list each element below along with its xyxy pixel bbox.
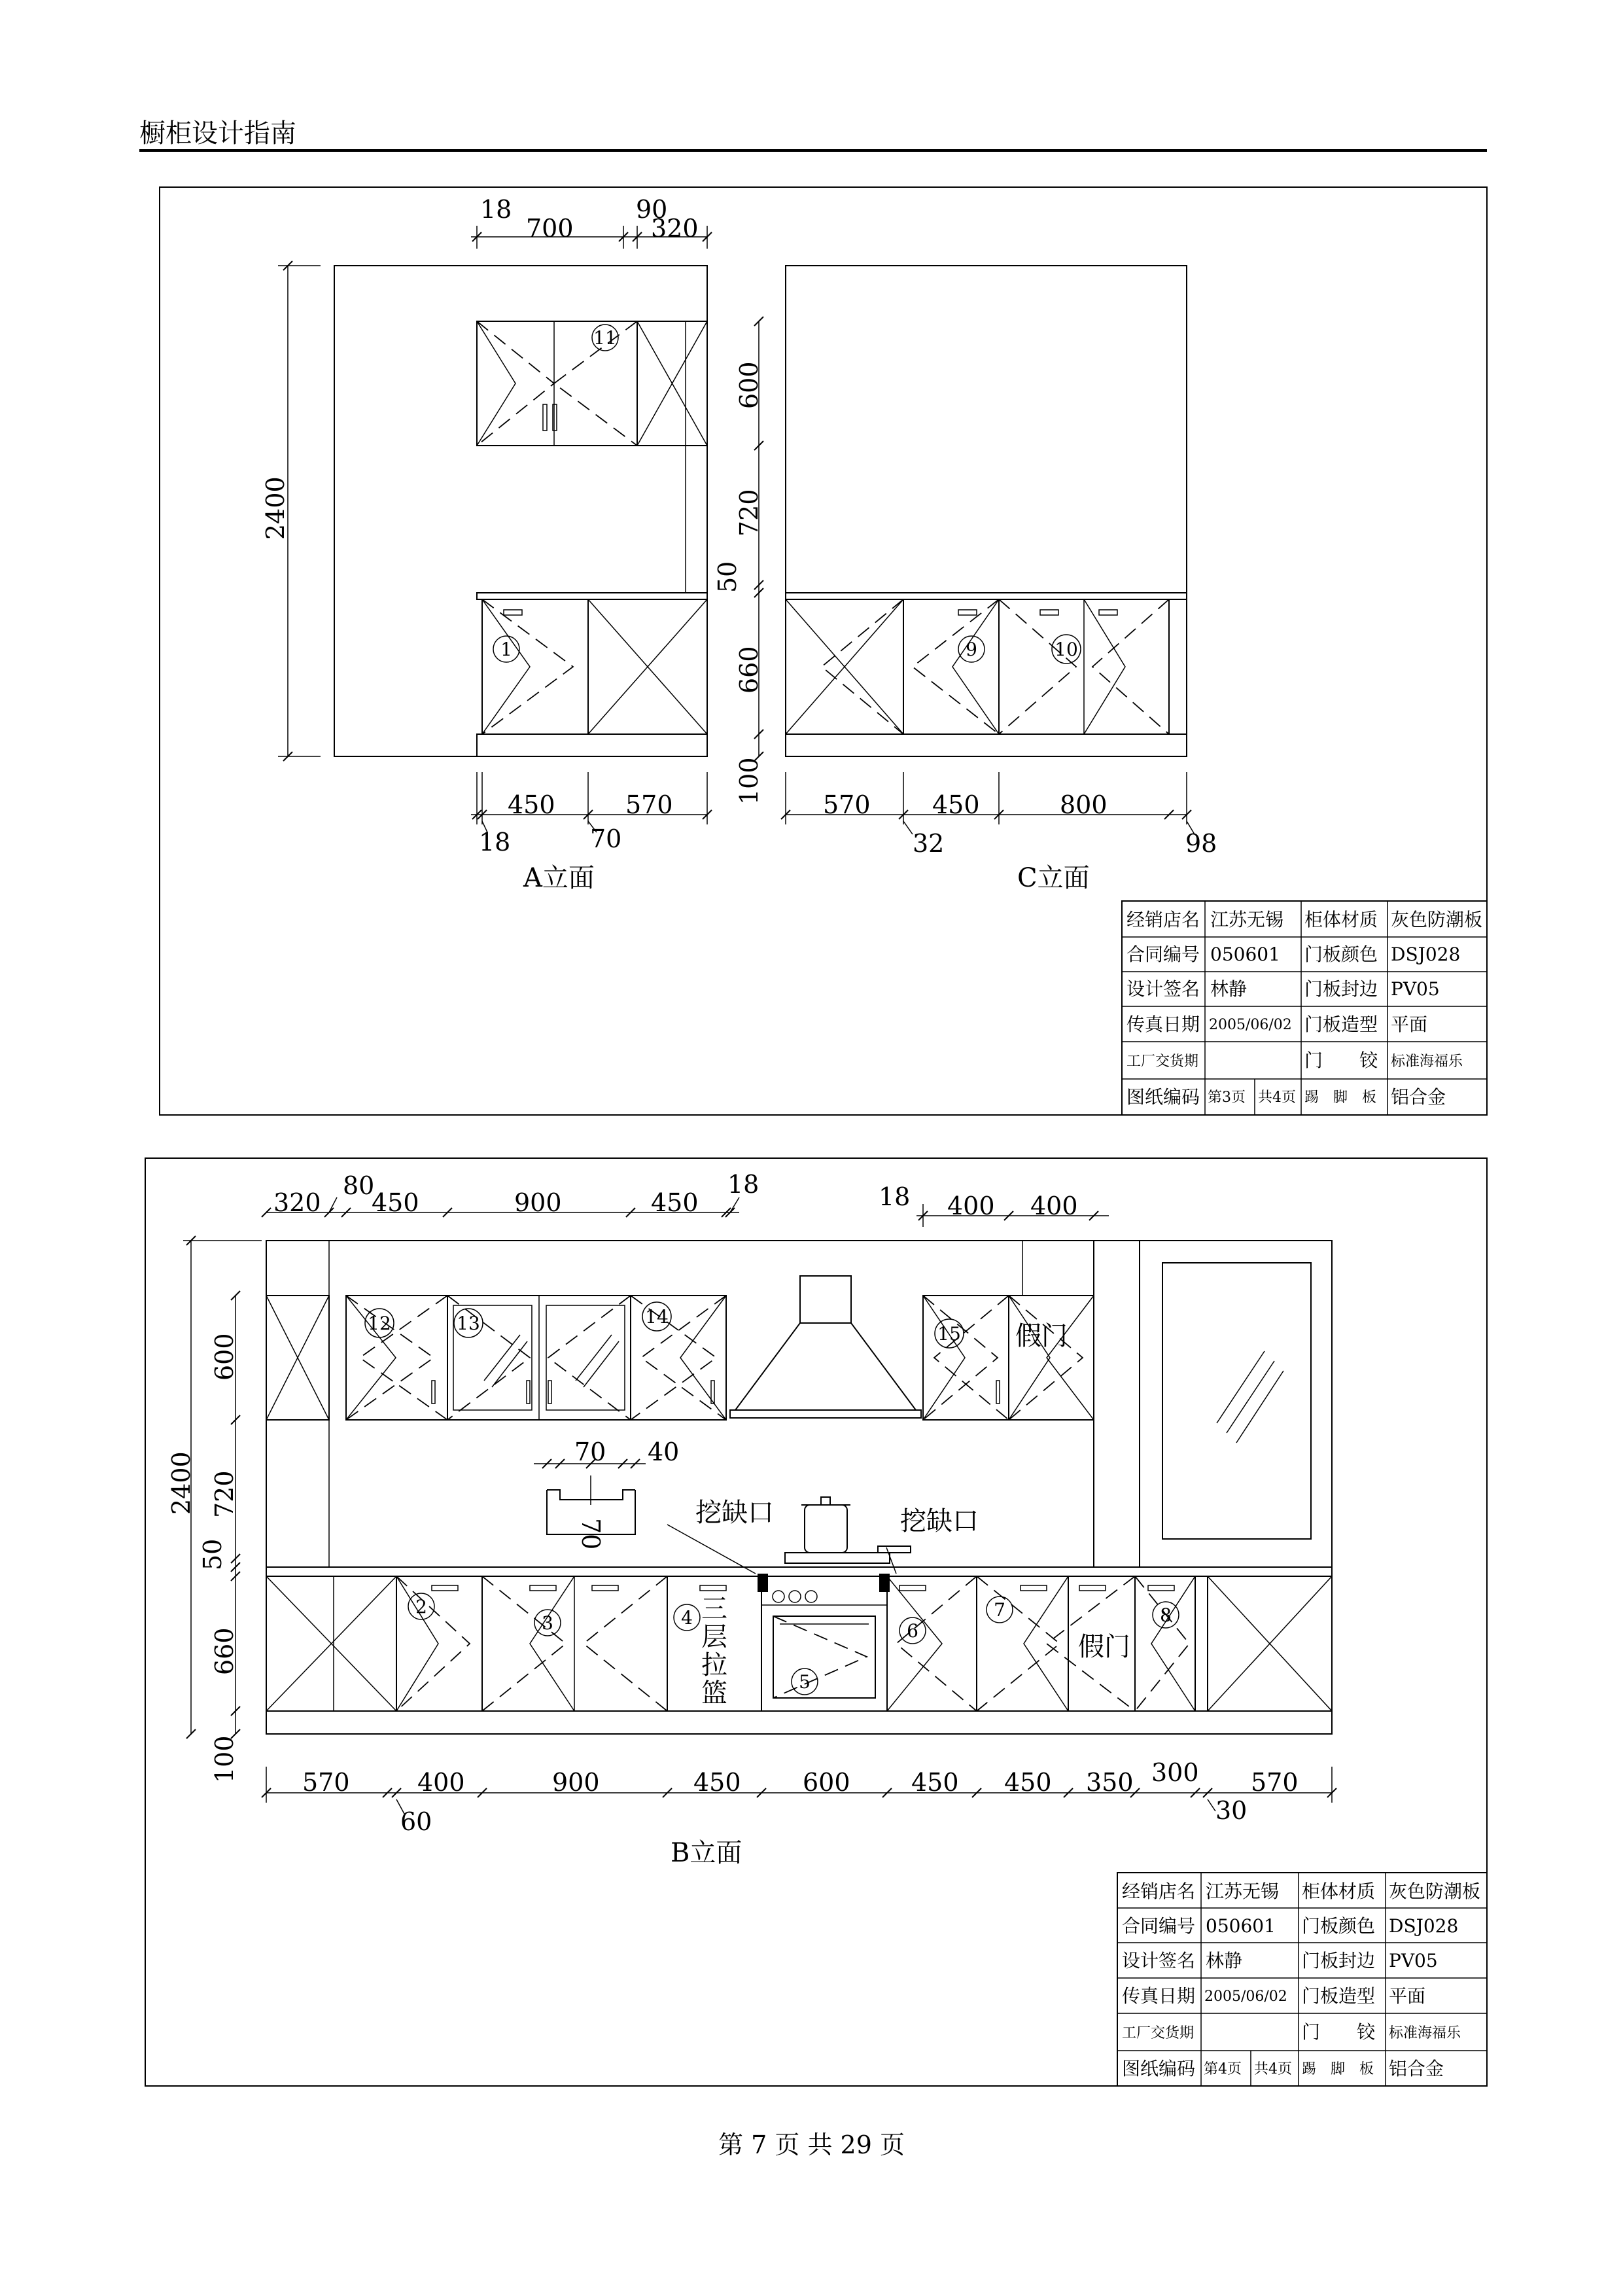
tb2-label-fax-date: 传真日期 — [1122, 1985, 1196, 2007]
b-marker-8: 8 — [1160, 1604, 1172, 1626]
b-label-basket-2: 层 — [701, 1622, 727, 1652]
b-bottom-dim-450c: 450 — [1004, 1768, 1052, 1797]
tb2-label-dealer: 经销店名 — [1122, 1881, 1196, 1902]
b-left-dim-50: 50 — [198, 1538, 227, 1570]
a-dim-90: 90 — [636, 195, 668, 224]
tb2-value-kickboard: 铝合金 — [1389, 2058, 1444, 2079]
a-dim-18b: 18 — [479, 828, 511, 857]
a-dim-700: 700 — [526, 214, 574, 243]
c-dim-720: 720 — [735, 489, 763, 537]
tb2-label-kickboard: 踢 脚 板 — [1302, 2061, 1374, 2077]
tb1-value-contract: 050601 — [1210, 944, 1280, 965]
cooktop-icon — [785, 1497, 911, 1563]
b-marker-7: 7 — [994, 1599, 1005, 1621]
b-bottom-dim-600: 600 — [803, 1768, 850, 1797]
b-bottom-dim-30: 30 — [1215, 1796, 1248, 1825]
tb1-value-door-style: 平面 — [1391, 1014, 1428, 1035]
tb2-value-material: 灰色防潮板 — [1389, 1881, 1481, 1902]
tb1-value-total: 共4页 — [1258, 1089, 1296, 1106]
c-dim-800: 800 — [1060, 790, 1108, 819]
b-label-false-door-upper: 假门 — [1015, 1321, 1068, 1351]
tb1-label-door-color: 门板颜色 — [1304, 944, 1378, 965]
b-sink-dim-70: 70 — [574, 1438, 606, 1466]
tb2-value-total: 共4页 — [1254, 2061, 1292, 2077]
b-sink-dim-70v: 70 — [576, 1518, 605, 1550]
b-tall-glass-door — [1162, 1263, 1311, 1539]
tb2-value-designer: 林静 — [1206, 1950, 1243, 1971]
b-elevation-title: B立面 — [671, 1838, 742, 1868]
b-left-dim-2400: 2400 — [167, 1451, 196, 1515]
b-base-cabinet-8 — [1135, 1576, 1195, 1711]
a-dim-2400: 2400 — [261, 476, 290, 540]
c-dim-600: 600 — [735, 361, 763, 409]
b-label-basket-4: 篮 — [701, 1678, 727, 1708]
tb2-label-contract: 合同编号 — [1122, 1915, 1196, 1937]
tb2-label-delivery: 工厂交货期 — [1122, 2025, 1195, 2041]
tb2-value-fax-date: 2005/06/02 — [1204, 1988, 1287, 2005]
tb2-value-page: 第4页 — [1204, 2061, 1242, 2077]
title-block-1 — [1122, 901, 1487, 1115]
tb1-value-fax-date: 2005/06/02 — [1209, 1017, 1292, 1033]
tb2-value-edge: PV05 — [1389, 1950, 1438, 1971]
tb2-value-door-style: 平面 — [1389, 1985, 1426, 2007]
a-marker-11: 11 — [593, 327, 617, 349]
page-footer: 第 7 页 共 29 页 — [718, 2130, 905, 2159]
tb1-label-door-style: 门板造型 — [1304, 1014, 1378, 1035]
a-dim-18: 18 — [480, 195, 512, 224]
b-left-dim-660: 660 — [210, 1627, 239, 1675]
b-top-dim-400a: 400 — [947, 1192, 995, 1220]
a-dim-450: 450 — [508, 790, 555, 819]
b-label-notch-left: 挖缺口 — [695, 1498, 774, 1528]
tb2-label-material: 柜体材质 — [1302, 1881, 1376, 1902]
tb2-value-hinge: 标准海福乐 — [1389, 2025, 1461, 2041]
tb2-value-contract: 050601 — [1206, 1915, 1276, 1937]
c-dim-570: 570 — [823, 790, 871, 819]
tb1-label-drawing-code: 图纸编码 — [1126, 1086, 1200, 1108]
b-label-notch-right: 挖缺口 — [900, 1506, 979, 1536]
tb1-label-dealer: 经销店名 — [1126, 909, 1200, 930]
b-sink-dim-40: 40 — [648, 1438, 680, 1466]
tb2-value-door-color: DSJ028 — [1389, 1915, 1459, 1937]
tb1-label-designer: 设计签名 — [1126, 978, 1200, 1000]
b-bottom-dim-350: 350 — [1086, 1768, 1134, 1797]
b-left-dim-720: 720 — [210, 1470, 239, 1518]
b-bottom-dim-450a: 450 — [693, 1768, 741, 1797]
tb2-label-drawing-code: 图纸编码 — [1122, 2058, 1196, 2079]
c-dim-450: 450 — [932, 790, 980, 819]
a-dim-320: 320 — [651, 214, 699, 243]
b-top-dim-450a: 450 — [372, 1188, 419, 1217]
tb1-label-material: 柜体材质 — [1304, 909, 1378, 930]
tb1-label-contract: 合同编号 — [1126, 944, 1200, 965]
tb1-value-edge: PV05 — [1391, 978, 1440, 1000]
b-left-dim-600: 600 — [210, 1333, 239, 1381]
b-marker-3: 3 — [542, 1612, 553, 1634]
title-block-2 — [1117, 1873, 1487, 2086]
tb2-label-door-style: 门板造型 — [1302, 1985, 1376, 2007]
document-header-title: 橱柜设计指南 — [139, 118, 296, 149]
b-bottom-dim-450b: 450 — [911, 1768, 959, 1797]
a-dim-570: 570 — [625, 790, 673, 819]
c-dim-50: 50 — [713, 561, 742, 593]
top-sheet-frame — [160, 187, 1487, 1115]
b-marker-13: 13 — [457, 1313, 480, 1334]
range-hood-icon — [730, 1276, 921, 1418]
b-bottom-dim-60: 60 — [400, 1807, 432, 1836]
tb1-value-dealer: 江苏无锡 — [1210, 909, 1284, 930]
b-top-dim-18b: 18 — [879, 1182, 911, 1211]
tb1-value-page: 第3页 — [1208, 1089, 1246, 1106]
tb2-label-designer: 设计签名 — [1122, 1950, 1196, 1971]
b-marker-6: 6 — [907, 1620, 918, 1642]
tb1-label-kickboard: 踢 脚 板 — [1304, 1089, 1377, 1106]
tb2-label-edge: 门板封边 — [1302, 1950, 1376, 1971]
b-marker-14: 14 — [645, 1306, 669, 1328]
tb2-label-hinge: 门 铰 — [1302, 2021, 1376, 2043]
b-label-basket-1: 三 — [701, 1594, 727, 1624]
tb1-value-material: 灰色防潮板 — [1391, 909, 1483, 930]
a-dim-70: 70 — [590, 824, 622, 853]
a-elevation-title: A立面 — [523, 863, 595, 893]
b-top-dim-400b: 400 — [1030, 1192, 1078, 1220]
tb1-value-designer: 林静 — [1210, 978, 1248, 1000]
b-bottom-dim-300: 300 — [1151, 1758, 1199, 1787]
tb2-value-dealer: 江苏无锡 — [1206, 1881, 1280, 1902]
tb1-value-kickboard: 铝合金 — [1391, 1086, 1446, 1108]
b-marker-15: 15 — [937, 1323, 961, 1345]
b-bottom-dim-570b: 570 — [1251, 1768, 1299, 1797]
a-marker-1: 1 — [500, 639, 512, 660]
b-top-dim-900: 900 — [514, 1188, 562, 1217]
b-base-cabinet-6 — [887, 1576, 977, 1711]
elevation-b — [167, 1170, 1336, 1868]
c-dim-32: 32 — [913, 829, 945, 858]
elevation-c — [713, 266, 1217, 893]
b-top-dim-80: 80 — [343, 1171, 375, 1200]
tb1-label-hinge: 门 铰 — [1304, 1050, 1378, 1071]
tb1-label-edge: 门板封边 — [1304, 978, 1378, 1000]
b-bottom-dim-400: 400 — [417, 1768, 465, 1797]
b-left-dim-100: 100 — [210, 1735, 239, 1783]
b-marker-12: 12 — [368, 1313, 391, 1334]
c-dim-660: 660 — [735, 646, 763, 694]
tb1-value-door-color: DSJ028 — [1391, 944, 1461, 965]
b-top-dim-450b: 450 — [651, 1188, 699, 1217]
b-label-basket-3: 拉 — [701, 1650, 727, 1680]
c-marker-10: 10 — [1055, 639, 1078, 660]
elevation-a — [261, 195, 712, 893]
b-bottom-dim-900: 900 — [552, 1768, 600, 1797]
b-marker-4: 4 — [681, 1607, 693, 1629]
c-dim-98: 98 — [1185, 829, 1217, 858]
c-dim-100: 100 — [735, 757, 763, 805]
b-top-dim-320: 320 — [273, 1188, 321, 1217]
oven-icon — [761, 1576, 887, 1711]
tb1-label-delivery: 工厂交货期 — [1126, 1053, 1199, 1070]
b-label-false-door-lower: 假门 — [1078, 1632, 1130, 1662]
b-marker-5: 5 — [799, 1671, 811, 1693]
b-top-dim-18a: 18 — [727, 1170, 759, 1199]
tb1-label-fax-date: 传真日期 — [1126, 1014, 1200, 1035]
tb1-value-hinge: 标准海福乐 — [1391, 1053, 1463, 1070]
b-marker-2: 2 — [415, 1596, 427, 1617]
c-elevation-title: C立面 — [1017, 863, 1090, 893]
b-bottom-dim-570a: 570 — [302, 1768, 350, 1797]
tb2-label-door-color: 门板颜色 — [1302, 1915, 1376, 1937]
c-marker-9: 9 — [966, 639, 977, 660]
